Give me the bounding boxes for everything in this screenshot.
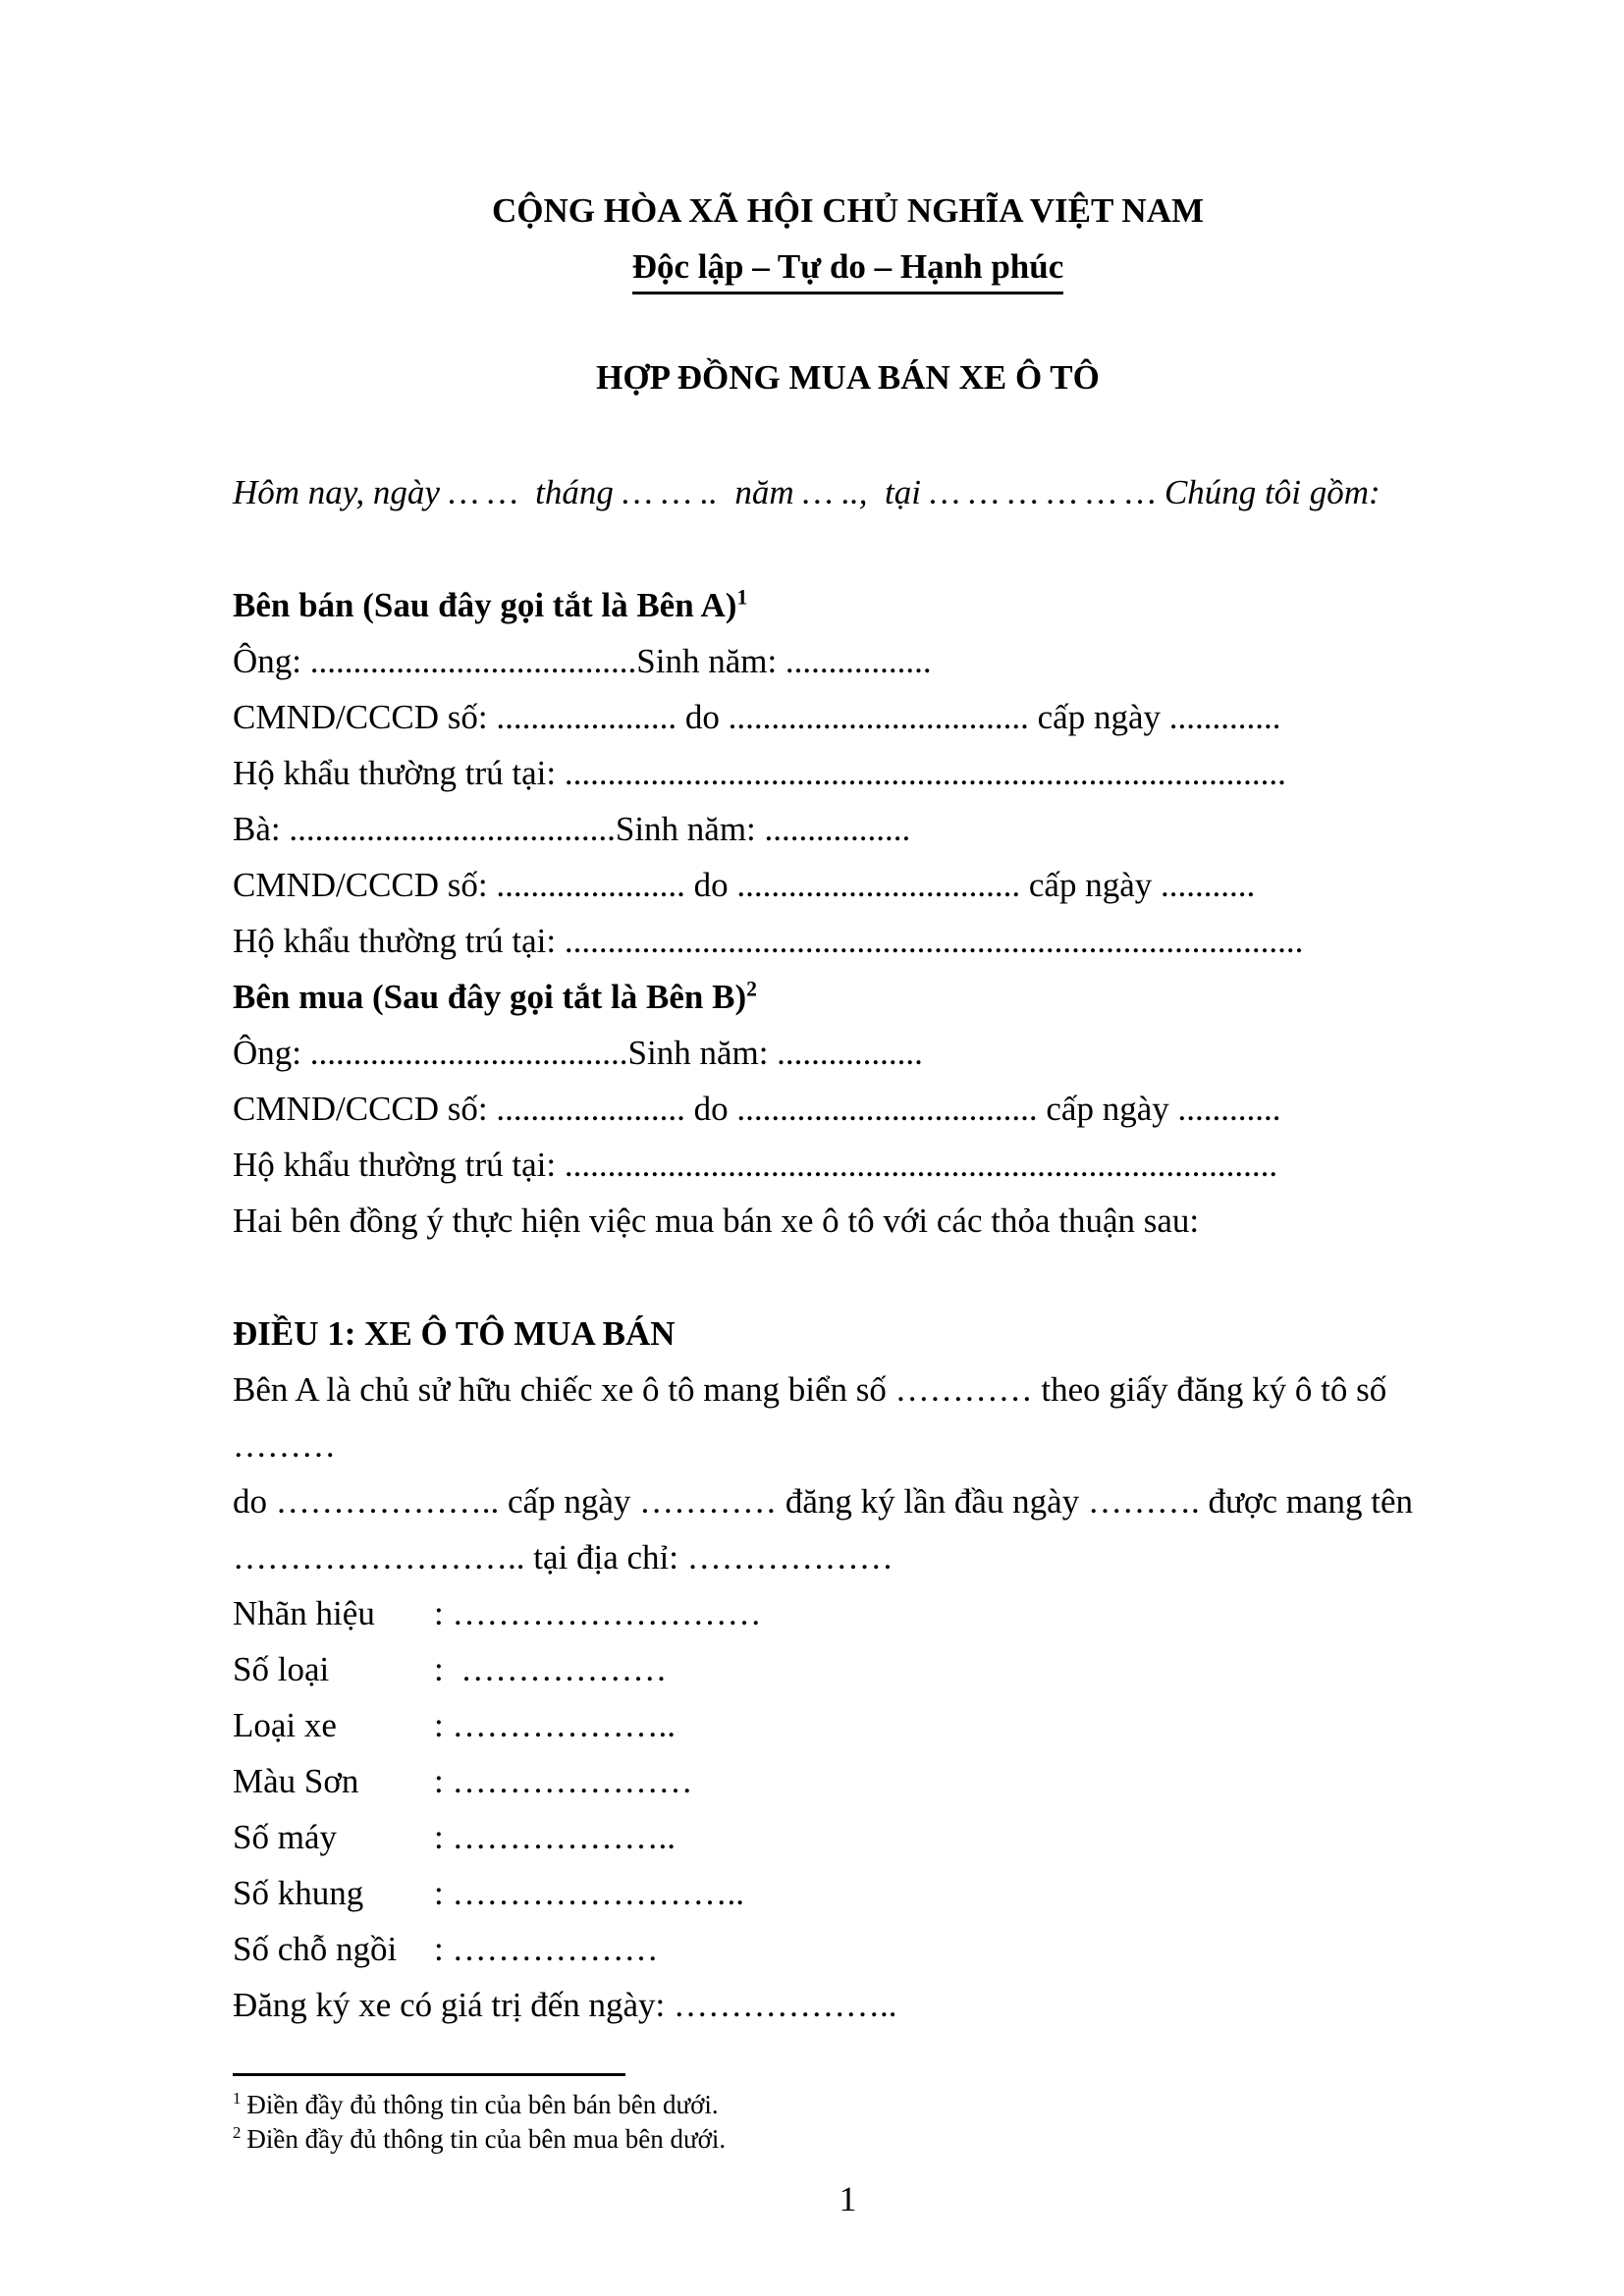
seller-wife-address-line: Hộ khẩu thường trú tại: ...................................................................................... xyxy=(233,922,1304,960)
buyer-heading xyxy=(233,969,1463,1025)
buyer-address-line: Hộ khẩu thường trú tại: ................................................................................... xyxy=(233,1146,1278,1184)
spec-row-seat-count xyxy=(233,1921,1463,1977)
footnote-2 xyxy=(233,2122,1463,2157)
spec-fill: : …………………….. xyxy=(434,1874,744,1912)
spec-row-chassis-number xyxy=(233,1865,1463,1921)
registration-validity-line: Đăng ký xe có giá trị đến ngày: ……………….. xyxy=(233,1986,897,2024)
intro-line: Hôm nay, ngày … … tháng … … .. năm … .., tại … … … … … … Chúng tôi gồm: xyxy=(233,473,1380,511)
spec-label: Số loại xyxy=(233,1650,330,1688)
document-title: HỢP ĐỒNG MUA BÁN XE Ô TÔ xyxy=(596,358,1100,397)
spacer xyxy=(233,1249,1463,1306)
spec-row-paint-color xyxy=(233,1753,1463,1809)
seller-heading xyxy=(233,577,1463,633)
spacer xyxy=(233,520,1463,577)
article1-paragraph-line3: …………………….. tại địa chỉ: ……………… xyxy=(233,1538,893,1576)
national-motto-line1: CỘNG HÒA XÃ HỘI CHỦ NGHĨA VIỆT NAM xyxy=(491,191,1205,230)
spec-fill: : ………………… xyxy=(434,1762,693,1800)
spacer xyxy=(233,294,1463,349)
spec-fill: : ……………….. xyxy=(434,1706,676,1744)
article1-paragraph-line1: Bên A là chủ sử hữu chiếc xe ô tô mang biển số ………… theo giấy đăng ký ô tô số ……… xyxy=(233,1370,1396,1465)
spec-fill: : ……………… xyxy=(434,1650,668,1688)
spec-label: Số chỗ ngồi xyxy=(233,1930,398,1968)
spacer xyxy=(233,405,1463,464)
article1-heading: ĐIỀU 1: XE Ô TÔ MUA BÁN xyxy=(233,1314,676,1353)
spec-label: Màu Sơn xyxy=(233,1762,359,1800)
agreement-line: Hai bên đồng ý thực hiện việc mua bán xe ô tô với các thỏa thuận sau: xyxy=(233,1201,1200,1240)
spec-label: Nhãn hiệu xyxy=(233,1594,375,1632)
buyer-name-line: Ông: .....................................Sinh năm: ................. xyxy=(233,1034,923,1072)
page-number: 1 xyxy=(839,2179,857,2218)
seller-wife-name-line: Bà: ......................................Sinh năm: ................. xyxy=(233,810,911,848)
spec-label: Số khung xyxy=(233,1874,364,1912)
spec-fill: : ……………………… xyxy=(434,1594,762,1632)
footnote-1-ref: 1 xyxy=(233,2089,242,2108)
seller-name-line: Ông: ......................................Sinh năm: ................. xyxy=(233,642,932,680)
spec-row-brand xyxy=(233,1585,1463,1641)
footnote-separator xyxy=(233,2073,625,2076)
footnote-ref-1: 1 xyxy=(736,585,748,610)
article1-paragraph-line2: do ……………….. cấp ngày ………… đăng ký lần đầu ngày ………. được mang tên xyxy=(233,1482,1413,1521)
buyer-heading-text: Bên mua (Sau đây gọi tắt là Bên B) xyxy=(233,978,747,1016)
footnote-ref-2: 2 xyxy=(746,977,757,1001)
spec-label: Số máy xyxy=(233,1818,337,1856)
spec-fill: : ……………….. xyxy=(434,1818,676,1856)
spec-row-vehicle-type xyxy=(233,1697,1463,1753)
seller-wife-id-line: CMND/CCCD số: ...................... do ................................. cấp ngày ........... xyxy=(233,866,1256,904)
footnote-2-ref: 2 xyxy=(233,2123,242,2142)
footnote-2-text: Điền đầy đủ thông tin của bên mua bên dưới. xyxy=(246,2124,727,2154)
national-motto-underlined-text: Độc lập – Tự do – Hạnh phúc xyxy=(632,243,1064,294)
national-motto-line2 xyxy=(233,239,1463,294)
seller-address-line: Hộ khẩu thường trú tại: .................................................................................... xyxy=(233,754,1286,792)
spec-label: Loại xe xyxy=(233,1706,337,1744)
seller-id-line: CMND/CCCD số: ..................... do ................................... cấp ngày ............. xyxy=(233,698,1281,736)
spec-fill: : ……………… xyxy=(434,1930,659,1968)
spec-row-model xyxy=(233,1641,1463,1697)
buyer-id-line: CMND/CCCD số: ...................... do ................................... cấp ngày ............ xyxy=(233,1090,1281,1128)
footnote-1-text: Điền đầy đủ thông tin của bên bán bên dưới. xyxy=(246,2090,719,2119)
footnote-1 xyxy=(233,2088,1463,2122)
seller-heading-text: Bên bán (Sau đây gọi tắt là Bên A) xyxy=(233,586,737,624)
footnote-block xyxy=(233,2073,1463,2157)
spec-row-engine-number xyxy=(233,1809,1463,1865)
